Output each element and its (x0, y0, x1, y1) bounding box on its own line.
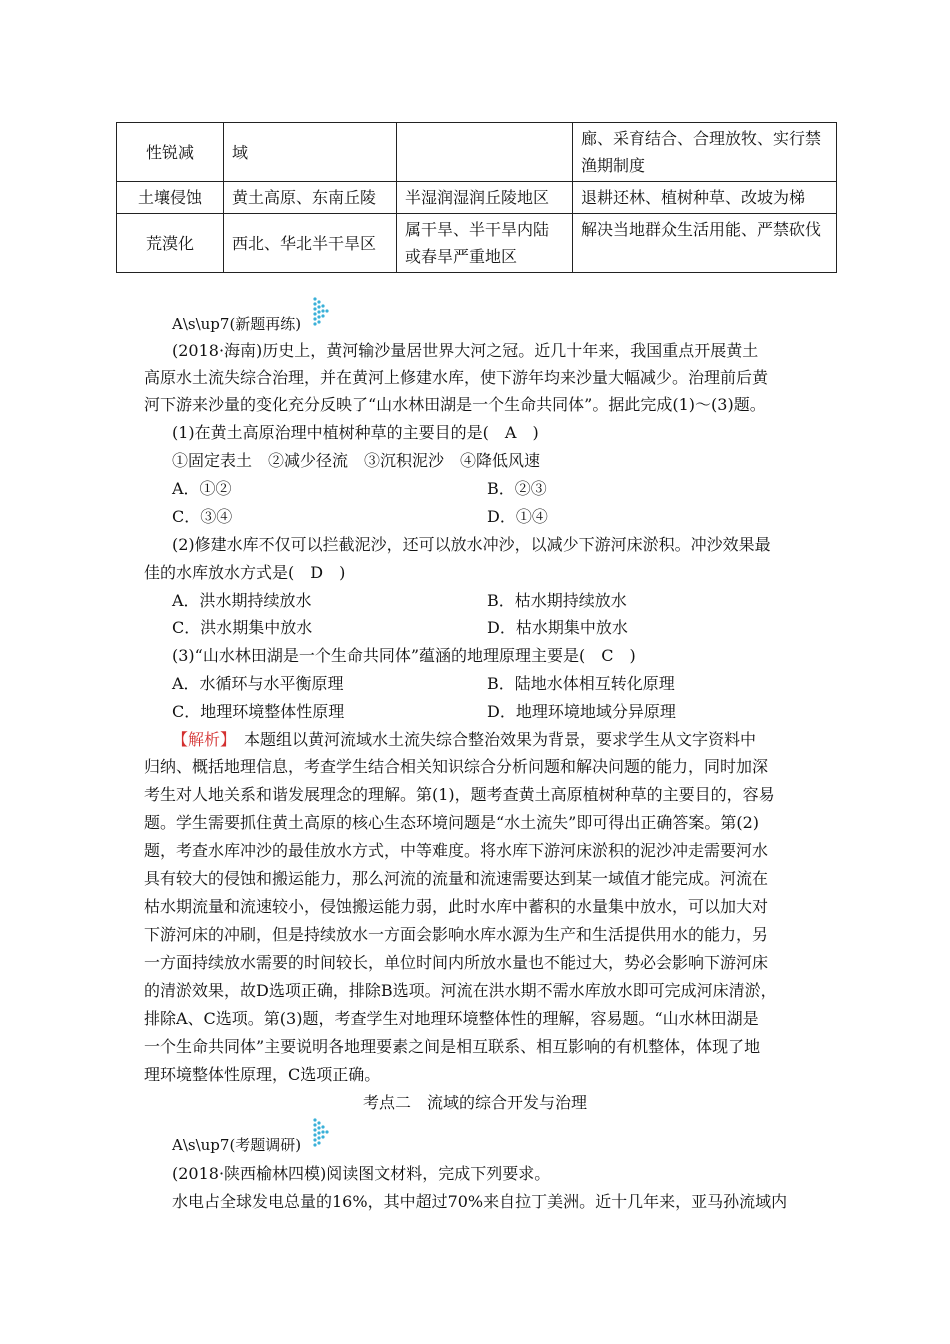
table-row (117, 214, 837, 273)
section-label-text: A\s\up7(新题再练) (172, 314, 302, 333)
option-a[interactable]: A．①② (172, 479, 232, 498)
ecology-table (116, 122, 837, 273)
analysis-text: 本题组以黄河流域水土流失综合整治效果为背景，要求学生从文字资料中 (228, 730, 757, 749)
question-3-stem: (3)“山水林田湖是一个生命共同体”蕴涵的地理原理主要是( C ) (172, 646, 636, 665)
analysis-first-line (172, 726, 756, 753)
intro-line: (2018·海南)历史上，黄河输沙量居世界大河之冠。近几十年来，我国重点开展黄土 (172, 341, 759, 360)
intro-line: 河下游来沙量的变化充分反映了“山水林田湖是一个生命共同体”。据此完成(1)～(3)题。 (144, 395, 766, 414)
table-cell (397, 123, 573, 182)
analysis-tag: 【解析】 (172, 730, 229, 749)
analysis-line: 题。学生需要抓住黄土高原的核心生态环境问题是“水土流失”即可得出正确答案。第(2) (144, 813, 760, 832)
intro-line: 高原水土流失综合治理，并在黄河上修建水库，使下游年均来沙量大幅减少。治理前后黄 (144, 368, 769, 387)
option-c[interactable]: C．洪水期集中放水 (172, 618, 313, 637)
analysis-line: 理环境整体性原理，C选项正确。 (144, 1065, 381, 1084)
option-b[interactable]: B．枯水期持续放水 (487, 591, 627, 610)
material-line: 水电占全球发电总量的16%，其中超过70%来自拉丁美洲。近十几年来，亚马孙流域内 (172, 1192, 788, 1211)
analysis-line: 枯水期流量和流速较小，侵蚀搬运能力弱，此时水库中蓄积的水量集中放水，可以加大对 (144, 897, 769, 916)
analysis-line: 具有较大的侵蚀和搬运能力，那么河流的流量和流速需要达到某一域值才能完成。河流在 (144, 869, 769, 888)
analysis-line: 一个生命共同体”主要说明各地理要素之间是相互联系、相互影响的有机整体，体现了地 (144, 1037, 761, 1056)
question-2-stem: (2)修建水库不仅可以拦截泥沙，还可以放水冲沙，以减少下游河床淤积。冲沙效果最 (172, 535, 771, 554)
analysis-line: 排除A、C选项。第(3)题，考查学生对地理环境整体性的理解，容易题。“山水林田湖是 (144, 1009, 759, 1028)
section-label-exam-research (172, 1118, 329, 1154)
option-d[interactable]: D．枯水期集中放水 (487, 618, 628, 637)
question-1-items: ①固定表土 ②减少径流 ③沉积泥沙 ④降低风速 (172, 451, 541, 470)
option-b[interactable]: B．②③ (487, 479, 547, 498)
table-cell: 荒漠化 (117, 214, 224, 273)
analysis-line: 题，考查水库冲沙的最佳放水方式，中等难度。将水库下游河床淤积的泥沙冲走需要河水 (144, 841, 769, 860)
chevron-right-icon (313, 297, 329, 329)
option-c[interactable]: C．地理环境整体性原理 (172, 702, 345, 721)
section-label-text: A\s\up7(考题调研) (172, 1135, 302, 1154)
table-cell: 域 (224, 123, 397, 182)
question-1-stem: (1)在黄土高原治理中植树种草的主要目的是( A ) (172, 423, 539, 442)
option-b[interactable]: B．陆地水体相互转化原理 (487, 674, 675, 693)
analysis-line: 下游河床的冲刷，但是持续放水一方面会影响水库水源为生产和生活提供用水的能力，另 (144, 925, 769, 944)
table-cell: 性锐减 (117, 123, 224, 182)
option-d[interactable]: D．地理环境地域分异原理 (487, 702, 676, 721)
table-row (117, 182, 837, 214)
table-cell: 西北、华北半干旱区 (224, 214, 397, 273)
chevron-right-icon (313, 1118, 329, 1150)
table-cell: 半湿润湿润丘陵地区 (397, 182, 573, 214)
option-d[interactable]: D．①④ (487, 507, 548, 526)
table-cell: 黄土高原、东南丘陵 (224, 182, 397, 214)
table-row (117, 123, 837, 182)
material-line: (2018·陕西榆林四模)阅读图文材料，完成下列要求。 (172, 1164, 551, 1183)
analysis-line: 归纳、概括地理信息，考查学生结合相关知识综合分析问题和解决问题的能力，同时加深 (144, 757, 769, 776)
analysis-line: 一方面持续放水需要的时间较长，单位时间内所放水量也不能过大，势必会影响下游河床 (144, 953, 769, 972)
section-heading: 考点二 流域的综合开发与治理 (362, 1093, 587, 1112)
table-cell: 廊、采育结合、合理放牧、实行禁渔期制度 (573, 123, 837, 182)
section-label-new-practice (172, 297, 329, 333)
option-c[interactable]: C．③④ (172, 507, 233, 526)
table-cell: 解决当地群众生活用能、严禁砍伐 (573, 214, 837, 273)
table-cell: 属干旱、半干旱内陆或春旱严重地区 (397, 214, 573, 273)
table-cell: 土壤侵蚀 (117, 182, 224, 214)
question-2-stem: 佳的水库放水方式是( D ) (144, 563, 346, 582)
table-cell: 退耕还林、植树种草、改坡为梯 (573, 182, 837, 214)
option-a[interactable]: A．水循环与水平衡原理 (172, 674, 344, 693)
option-a[interactable]: A．洪水期持续放水 (172, 591, 312, 610)
analysis-line: 的清淤效果，故D选项正确，排除B选项。河流在洪水期不需水库放水即可完成河床清淤， (144, 981, 777, 1000)
analysis-line: 考生对人地关系和谐发展理念的理解。第(1)，题考查黄土高原植树种草的主要目的，容易 (144, 785, 775, 804)
